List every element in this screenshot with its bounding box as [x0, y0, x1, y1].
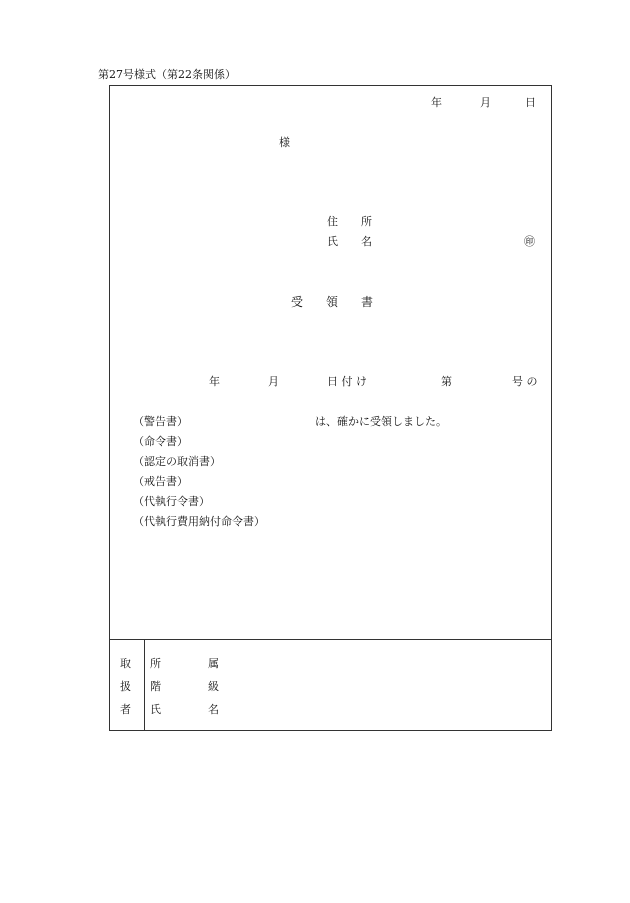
name-label-char-1: 氏 [327, 235, 338, 248]
form-frame [109, 85, 552, 731]
doc-title-char-1: 受 [291, 295, 304, 309]
handler-header-char-2: 扱 [120, 680, 131, 693]
affiliation-label-char-2: 属 [208, 657, 219, 670]
affiliation-label-char-1: 所 [150, 657, 161, 670]
date-year-label: 年 [431, 96, 442, 109]
ref-year-label: 年 [209, 375, 220, 388]
handler-column-divider [144, 639, 145, 731]
form-number-title: 第27号様式（第22条関係） [98, 68, 236, 81]
handler-name-label-char-1: 氏 [150, 703, 161, 716]
rank-label-char-1: 階 [150, 680, 161, 693]
ref-number-prefix: 第 [441, 375, 452, 388]
doc-title-char-2: 領 [326, 295, 339, 309]
doc-type-execution-order: （代執行令書） [133, 495, 210, 508]
seal-mark: ㊞ [524, 235, 535, 248]
date-day-label: 日 [525, 96, 536, 109]
handler-divider [109, 639, 552, 640]
doc-title-char-3: 書 [361, 295, 374, 309]
doc-type-warning: （警告書） [133, 415, 188, 428]
addressee-suffix: 様 [279, 136, 290, 149]
doc-type-admonition: （戒告書） [133, 475, 188, 488]
rank-label-char-2: 級 [208, 680, 219, 693]
doc-type-order: （命令書） [133, 435, 188, 448]
received-statement: は、確かに受領しました。 [315, 415, 447, 428]
address-label-char-2: 所 [361, 215, 372, 228]
ref-number-suffix: 号 の [512, 375, 538, 388]
doc-type-revocation: （認定の取消書） [133, 455, 221, 468]
handler-header-char-1: 取 [120, 657, 131, 670]
handler-header-char-3: 者 [120, 703, 131, 716]
date-month-label: 月 [480, 96, 491, 109]
doc-type-cost-payment-order: （代執行費用納付命令書） [133, 515, 265, 528]
ref-day-dated-label: 日 付 け [327, 375, 367, 388]
handler-name-label-char-2: 名 [208, 703, 219, 716]
name-label-char-2: 名 [361, 235, 372, 248]
ref-month-label: 月 [268, 375, 279, 388]
address-label-char-1: 住 [327, 215, 338, 228]
